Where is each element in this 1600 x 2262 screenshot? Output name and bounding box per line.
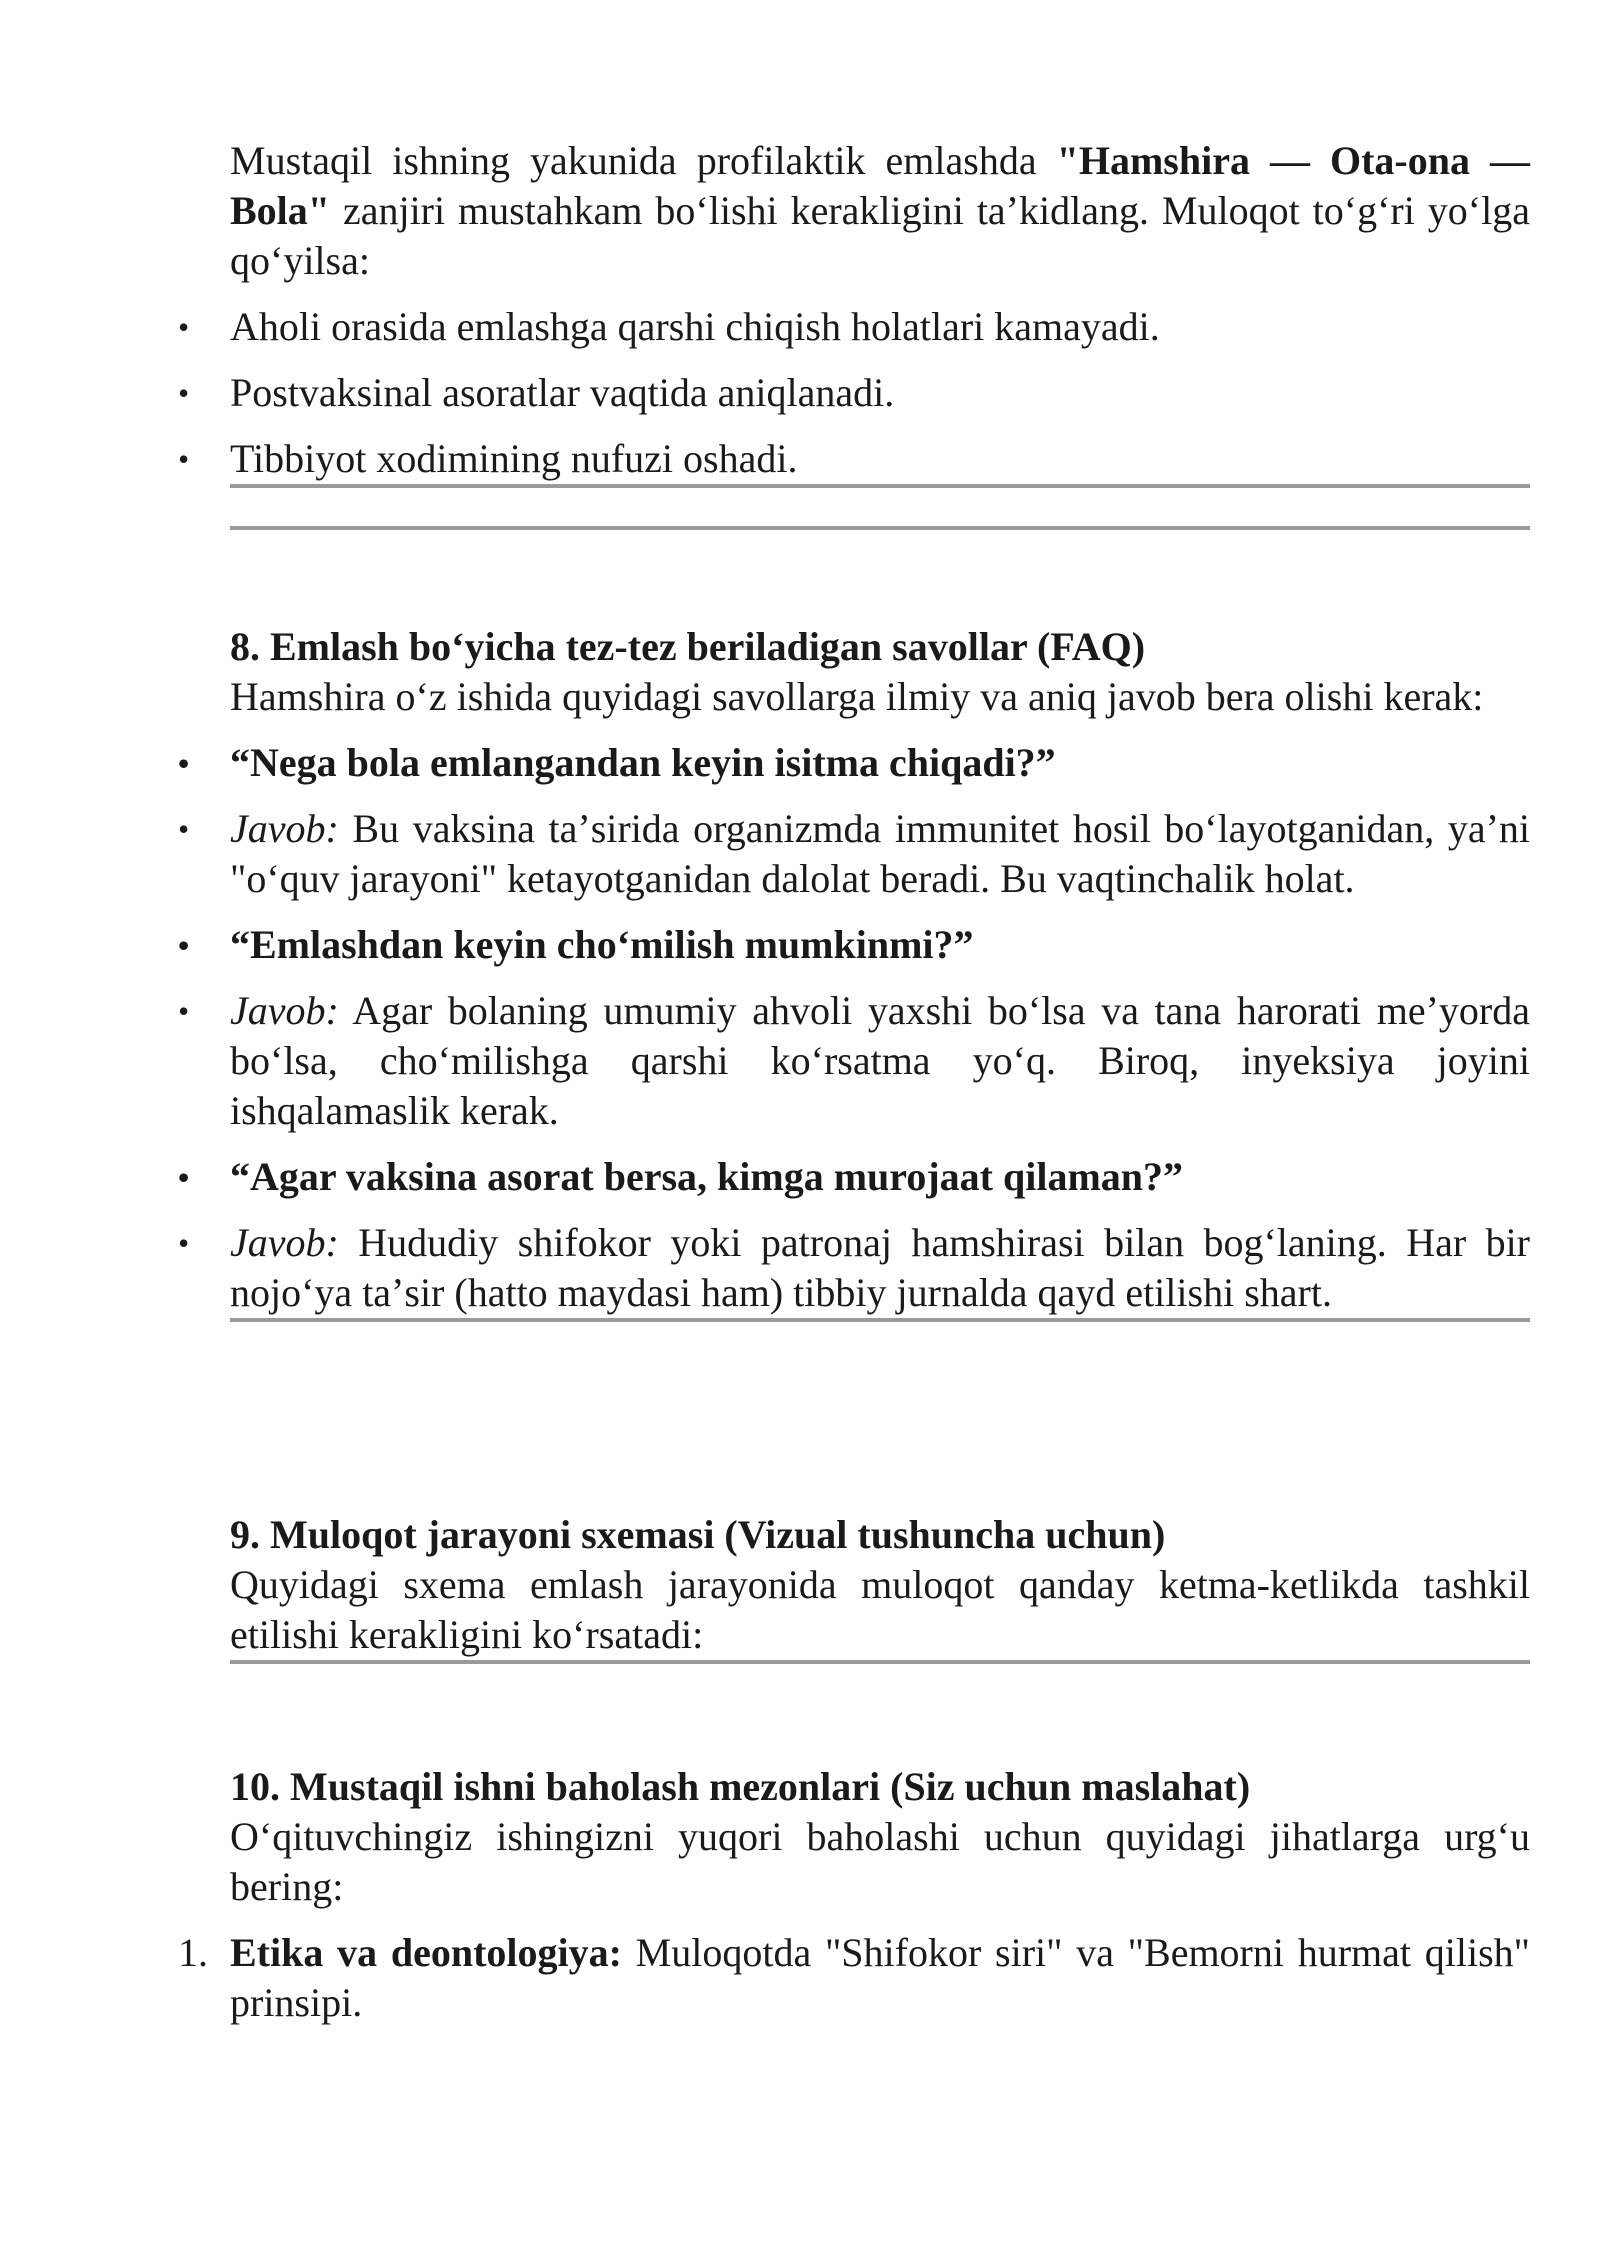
section-heading: 9. Muloqot jarayoni sxemasi (Vizual tushuncha uchun)	[230, 1512, 1166, 1557]
intro-paragraph	[230, 136, 1530, 286]
section-lead: Oʻqituvchingiz ishingizni yuqori baholashi uchun quyidagi jihatlarga urgʻu bering:	[230, 1814, 1530, 1909]
intro-bullet-list	[230, 302, 1530, 488]
section-lead: Hamshira oʻz ishida quyidagi savollarga ilmiy va aniq javob bera olishi kerak:	[230, 674, 1484, 719]
list-item: • Tibbiyot xodimining nufuzi oshadi.	[230, 434, 1530, 488]
intro-section	[230, 136, 1530, 530]
intro-text-after: zanjiri mustahkam boʻlishi kerakligini taʼkidlang. Muloqot toʻgʻri yoʻlga qoʻyilsa:	[230, 188, 1530, 283]
faq-answer	[230, 1218, 1530, 1322]
section-heading: 10. Mustaqil ishni baholash mezonlari (Siz uchun maslahat)	[230, 1764, 1251, 1809]
criteria-text: Muloqotda "Shifokor siri" va "Bemorni hurmat qilish" prinsipi.	[230, 1930, 1530, 2025]
answer-label: Javob:	[230, 988, 339, 1033]
faq-list	[230, 738, 1530, 1322]
criteria-item	[178, 1928, 1530, 2028]
faq-question: • “Nega bola emlangandan keyin isitma chiqadi?”	[230, 738, 1530, 788]
answer-text: Hududiy shifokor yoki patronaj hamshirasi bilan bogʻlaning. Har bir nojoʻya taʼsir (hatto maydasi ham) tibbiy jurnalda qayd etilishi shart.	[230, 1220, 1530, 1315]
section-heading: 8. Emlash boʻyicha tez-tez beriladigan savollar (FAQ)	[230, 624, 1146, 669]
list-item: • Aholi orasida emlashga qarshi chiqish holatlari kamayadi.	[230, 302, 1530, 352]
answer-text: Bu vaksina taʼsirida organizmda immunitet hosil boʻlayotganidan, yaʼni "oʻquv jarayoni" ketayotganidan dalolat beradi. Bu vaqtinchalik holat.	[230, 806, 1530, 901]
divider	[230, 526, 1530, 530]
faq-answer	[230, 804, 1530, 904]
item-number: 1.	[178, 1930, 208, 1975]
faq-answer	[230, 986, 1530, 1136]
criteria-section	[178, 1762, 1530, 2028]
section-lead: Quyidagi sxema emlash jarayonida muloqot qanday ketma-ketlikda tashkil etilishi kerakligini koʻrsatadi:	[230, 1560, 1530, 1664]
answer-label: Javob:	[230, 806, 339, 851]
scheme-section	[230, 1510, 1530, 1664]
criteria-list	[178, 1928, 1530, 2028]
faq-question: • “Emlashdan keyin choʻmilish mumkinmi?”	[230, 920, 1530, 970]
intro-bold-chain: "Hamshira — Ota-ona — Bola"	[230, 138, 1530, 233]
faq-question: • “Agar vaksina asorat bersa, kimga murojaat qilaman?”	[230, 1152, 1530, 1202]
answer-text: Agar bolaning umumiy ahvoli yaxshi boʻlsa va tana harorati meʼyorda boʻlsa, choʻmilishga qarshi koʻrsatma yoʻq. Biroq, inyeksiya joyini ishqalamaslik kerak.	[230, 988, 1530, 1133]
intro-text: Mustaqil ishning yakunida profilaktik emlashda	[230, 138, 1057, 183]
criteria-title: Etika va deontologiya:	[230, 1930, 622, 1975]
answer-label: Javob:	[230, 1220, 339, 1265]
faq-section	[230, 622, 1530, 1322]
list-item: • Postvaksinal asoratlar vaqtida aniqlanadi.	[230, 368, 1530, 418]
